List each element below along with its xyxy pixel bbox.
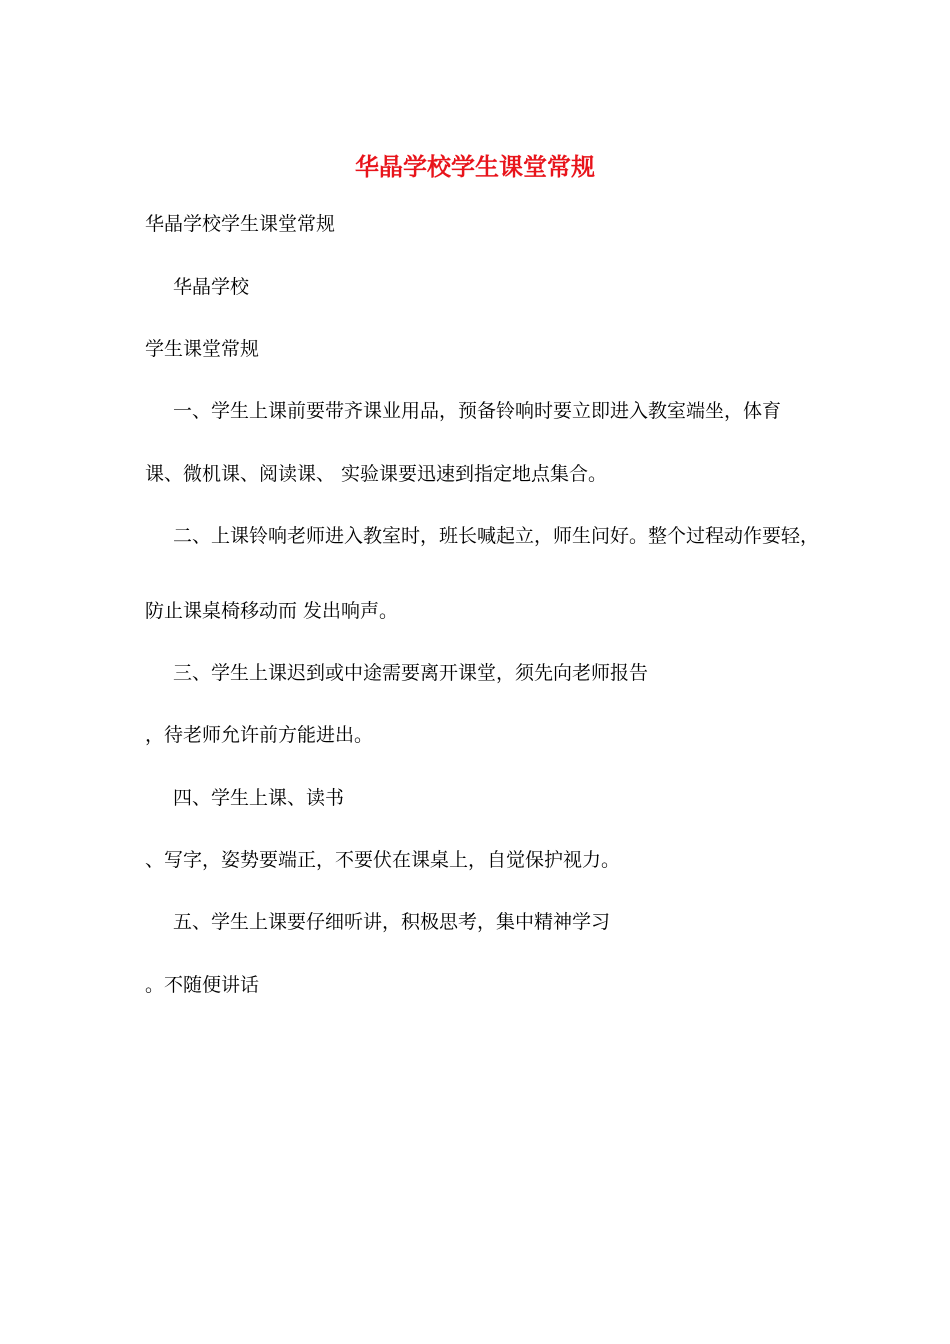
rule-4-line-1: 四、学生上课、读书 <box>173 787 345 809</box>
subtitle-line: 华晶学校学生课堂常规 <box>145 213 336 235</box>
rule-1-line-1: 一、学生上课前要带齐课业用品，预备铃响时要立即进入教室端坐，体育 <box>173 400 782 422</box>
rule-4-line-2: 、写字，姿势要端正，不要伏在课桌上，自觉保护视力。 <box>145 849 621 871</box>
rule-3-line-1: 三、学生上课迟到或中途需要离开课堂，须先向老师报告 <box>173 662 649 684</box>
rule-2-line-1: 二、上课铃响老师进入教室时，班长喊起立，师生问好。整个过程动作要轻， <box>173 525 820 547</box>
school-name-line: 华晶学校 <box>173 276 250 298</box>
rule-1-line-2: 课、微机课、阅读课、 实验课要迅速到指定地点集合。 <box>145 463 608 485</box>
rule-3-line-2: ，待老师允许前方能进出。 <box>145 724 374 746</box>
rule-5-line-2: 。不随便讲话 <box>145 974 260 996</box>
heading-line: 学生课堂常规 <box>145 338 260 360</box>
rule-2-line-2: 防止课桌椅移动而 发出响声。 <box>145 600 399 622</box>
rule-5-line-1: 五、学生上课要仔细听讲，积极思考，集中精神学习 <box>173 911 611 933</box>
document-title: 华晶学校学生课堂常规 <box>355 152 595 181</box>
